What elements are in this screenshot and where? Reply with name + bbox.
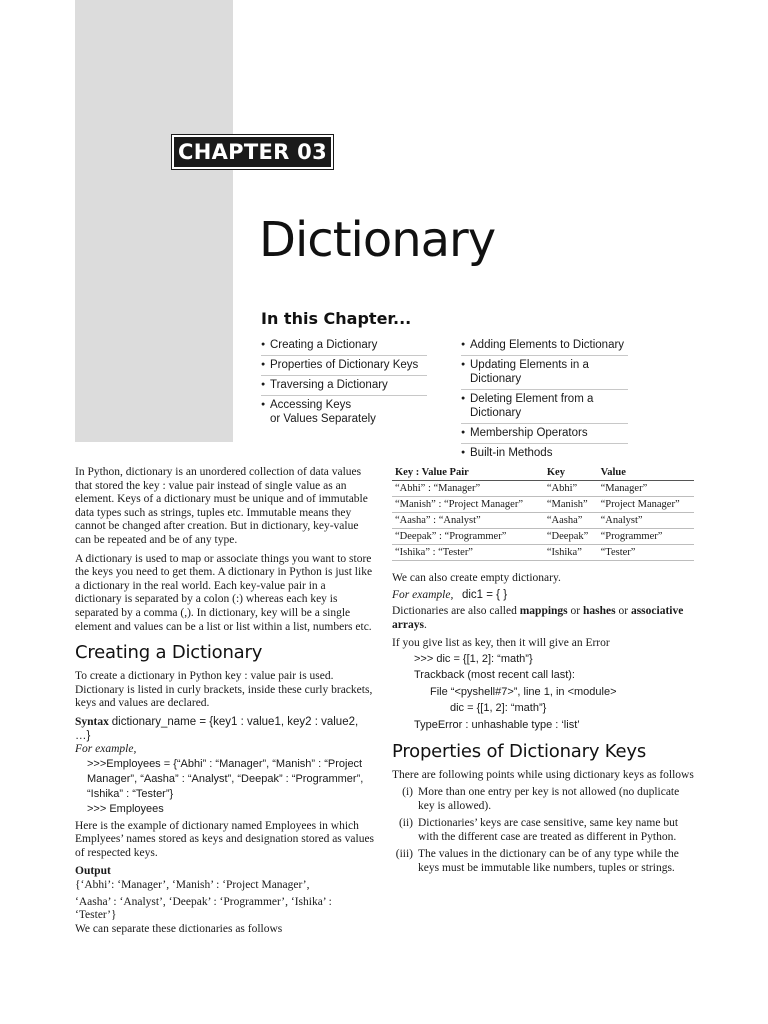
table-cell: “Deepak”: [544, 529, 598, 545]
table-row: [392, 545, 694, 561]
body-paragraph: Here is the example of dictionary named Employees in which Emplyees’ names stored as keys and designation stored as values of respected keys.: [75, 819, 375, 859]
body-paragraph: We can separate these dictionaries as follows: [75, 922, 283, 935]
table-header-row: [392, 465, 694, 481]
toc-item: ● Creating a Dictionary: [261, 336, 427, 356]
output-line: {‘Abhi’: ‘Manager’, ‘Manish’ : ‘Project Manager’,: [75, 879, 310, 892]
code-line: dic = {[1, 2]: “math”}: [450, 702, 547, 715]
table-header: Key : Value Pair: [392, 465, 544, 481]
toc-item: ● Accessing Keys or Values Separately: [261, 396, 427, 429]
table-row: [392, 497, 694, 513]
toc-item: ● Traversing a Dictionary: [261, 376, 427, 396]
toc-item: ● Adding Elements to Dictionary: [461, 336, 628, 356]
intro-paragraph: A dictionary is used to map or associate things you want to store the keys you need to get them. A dictionary in Python is just like a dictionary in the real world. Each key-value pair in a dictionary is separated by a colon (:) whereas each key is separated by a comma (,). In dictionary, key will be a single element and values can be a list or list within a list, numbers etc.: [75, 552, 373, 633]
table-cell: “Analyst”: [598, 513, 694, 529]
toc-item: ● Properties of Dictionary Keys: [261, 356, 427, 376]
list-item: (iii) The values in the dictionary can be of any type while the keys must be immutable like numbers, tuples or strings.: [395, 848, 679, 875]
table-row: [392, 481, 694, 497]
table-row: [392, 513, 694, 529]
toc-item: ● Updating Elements in a Dictionary: [461, 356, 628, 390]
table-cell: “Abhi” : “Manager”: [392, 481, 544, 497]
toc-item: ● Membership Operators: [461, 424, 628, 444]
syntax-line: Syntax dictionary_name = {key1 : value1, key2 : value2, …}: [75, 715, 359, 742]
table-cell: “Tester”: [598, 545, 694, 561]
chapter-badge: CHAPTER 03: [172, 135, 333, 169]
table-cell: “Aasha”: [544, 513, 598, 529]
list-item: (ii) Dictionaries’ keys are case sensitive, same key name but with the different case are treated as different in Python.: [398, 817, 679, 843]
table-cell: “Manager”: [598, 481, 694, 497]
table-cell: “Manish”: [544, 497, 598, 513]
toc-left-list: [261, 336, 427, 429]
table-cell: “Deepak” : “Programmer”: [392, 529, 544, 545]
section-heading-properties: Properties of Dictionary Keys: [392, 741, 647, 763]
list-item: (i) More than one entry per key is not allowed (no duplicate key is allowed).: [402, 786, 680, 812]
left-column: [75, 466, 375, 941]
properties-list: [392, 786, 694, 876]
table-cell: “Aasha” : “Analyst”: [392, 513, 544, 529]
page-title: Dictionary: [259, 212, 496, 268]
table-cell: “Manish” : “Project Manager”: [392, 497, 544, 513]
key-value-table: [392, 465, 694, 561]
code-line: >>> Employees: [87, 802, 164, 815]
code-line: Trackback (most recent call last):: [414, 669, 575, 682]
table-cell: “Ishika” : “Tester”: [392, 545, 544, 561]
intro-paragraph: In Python, dictionary is an unordered collection of data values that stored the key : value pair instead of single value as an element. Keys of a dictionary must be unique and of immutable data types such as strings, tuples etc. Immutable means they cannot be changed after creation. But in dictionary, key-value can be repeated and be of any type.: [75, 466, 368, 546]
table-cell: “Programmer”: [598, 529, 694, 545]
table-row: [392, 529, 694, 545]
toc-right-list: [461, 336, 628, 463]
code-line: TypeError : unhashable type : ‘list’: [414, 718, 580, 731]
error-code-block: [392, 651, 694, 734]
table-header: Key: [544, 465, 598, 481]
code-block: [75, 757, 375, 817]
table-cell: “Project Manager”: [598, 497, 694, 513]
body-paragraph: We can also create empty dictionary.: [392, 572, 561, 584]
output-line: ‘Aasha’ : ‘Analyst’, ‘Deepak’ : ‘Programmer’, ‘Ishika’ : ‘Tester’}: [75, 895, 332, 922]
toc-item: ● Built-in Methods: [461, 444, 628, 463]
header-gray-band: [75, 0, 233, 442]
toc-heading: In this Chapter...: [261, 309, 412, 328]
toc-item: ● Deleting Element from a Dictionary: [461, 390, 628, 424]
example-label: For example,: [75, 743, 137, 756]
table-cell: “Abhi”: [544, 481, 598, 497]
body-paragraph: If you give list as key, then it will give an Error: [392, 637, 610, 650]
body-paragraph: There are following points while using dictionary keys as follows: [392, 769, 694, 782]
code-line: >>> dic = {[1, 2]: “math”}: [414, 652, 533, 665]
table-cell: “Ishika”: [544, 545, 598, 561]
table-header: Value: [598, 465, 694, 481]
example-line: For example, dic1 = { }: [392, 588, 508, 601]
output-label: Output: [75, 865, 111, 878]
section-heading-creating: Creating a Dictionary: [75, 642, 263, 664]
body-paragraph: To create a dictionary in Python key : value pair is used. Dictionary is listed in curly brackets, inside these curly brackets, keys and values are declared.: [75, 670, 373, 710]
body-paragraph: Dictionaries are also called mappings or hashes or associative arrays.: [392, 605, 684, 631]
code-line: File “<pyshell#7>”, line 1, in <module>: [430, 685, 617, 698]
code-line: >>>Employees = {“Abhi” : “Manager”, “Manish” : “Project Manager”, “Aasha” : “Analyst”, “Deepak” : “Programmer”, “Ishika” : “Tester”}: [87, 757, 364, 800]
right-column: [392, 572, 694, 880]
